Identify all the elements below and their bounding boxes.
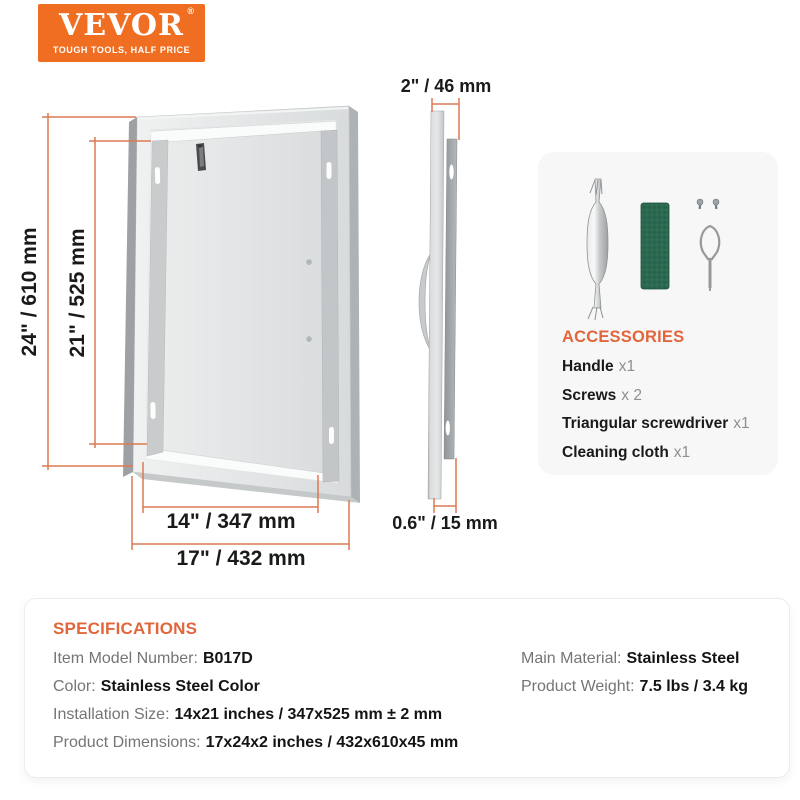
outer-height-label: 24" / 610 mm xyxy=(18,227,41,357)
accessories-list xyxy=(562,328,766,472)
accessory-name: Handle xyxy=(562,358,614,375)
inner-width-label: 14" / 347 mm xyxy=(166,510,296,533)
handle-illustration xyxy=(587,179,608,320)
brand-name: VEVOR xyxy=(59,8,184,43)
spec-value: 14x21 inches / 347x525 mm ± 2 mm xyxy=(174,706,443,723)
accessory-qty: x 2 xyxy=(621,386,642,404)
accessory-name: Screws xyxy=(562,386,617,404)
spec-row-model xyxy=(53,645,458,673)
outer-width-label: 17" / 432 mm xyxy=(176,547,306,570)
spec-label: Installation Size: xyxy=(53,706,170,723)
door-diagram xyxy=(0,60,520,600)
accessories-illustration xyxy=(568,166,768,324)
spec-row-color xyxy=(53,673,458,701)
specifications-title: SPECIFICATIONS xyxy=(53,619,198,638)
spec-label: Product Weight: xyxy=(521,678,635,695)
accessory-item-handle xyxy=(562,358,766,376)
registered-trademark-icon: ® xyxy=(187,6,195,16)
accessory-qty: x1 xyxy=(733,415,750,432)
accessory-qty: x1 xyxy=(618,358,636,375)
accessories-title: ACCESSORIES xyxy=(562,328,685,346)
accessory-item-cloth xyxy=(562,444,766,462)
specifications-right-column xyxy=(521,645,748,701)
side-slot xyxy=(449,165,453,180)
accessory-item-screwdriver xyxy=(562,415,766,433)
cleaning-cloth-illustration xyxy=(641,203,669,289)
mounting-slot xyxy=(327,162,332,179)
side-slot xyxy=(446,421,450,436)
brand-tagline: TOUGH TOOLS, HALF PRICE xyxy=(52,45,191,55)
inner-height-label: 21" / 525 mm xyxy=(66,228,89,358)
spec-row-weight xyxy=(521,673,748,701)
vevor-wordmark xyxy=(59,6,195,43)
spec-value: Stainless Steel Color xyxy=(100,678,260,695)
accessories-card xyxy=(538,152,778,475)
spec-value: B017D xyxy=(202,650,253,667)
spec-row-product-dimensions xyxy=(53,729,458,757)
spec-label: Main Material: xyxy=(521,650,622,667)
spec-label: Item Model Number: xyxy=(53,650,198,667)
spec-value: 17x24x2 inches / 432x610x45 mm xyxy=(205,734,459,751)
vevor-logo xyxy=(38,4,205,62)
mounting-slot xyxy=(150,402,155,419)
spec-label: Product Dimensions: xyxy=(53,734,201,751)
mounting-slot xyxy=(155,167,160,184)
spec-label: Color: xyxy=(53,678,96,695)
specifications-card xyxy=(24,598,790,778)
accessory-qty: x1 xyxy=(673,443,691,461)
spec-row-installation-size xyxy=(53,701,458,729)
door-panel xyxy=(161,131,324,473)
spec-row-material xyxy=(521,645,748,673)
specifications-left-column xyxy=(53,645,458,757)
door-side-view xyxy=(419,111,457,499)
dim-outer-height-line xyxy=(42,113,136,470)
side-back-frame xyxy=(444,139,457,459)
door-front-view xyxy=(123,106,360,503)
accessory-item-screws xyxy=(562,387,766,405)
depth-bottom-label: 0.6" / 15 mm xyxy=(392,513,498,533)
mounting-slot xyxy=(329,427,334,444)
accessory-name: Triangular screwdriver xyxy=(562,415,729,432)
accessory-name: Cleaning cloth xyxy=(562,443,669,461)
depth-top-label: 2" / 46 mm xyxy=(400,76,492,96)
triangular-screwdriver-illustration xyxy=(701,226,719,291)
screws-illustration xyxy=(697,199,719,209)
side-front-panel xyxy=(428,111,444,499)
spec-value: Stainless Steel xyxy=(626,650,740,667)
spec-value: 7.5 lbs / 3.4 kg xyxy=(639,678,749,695)
